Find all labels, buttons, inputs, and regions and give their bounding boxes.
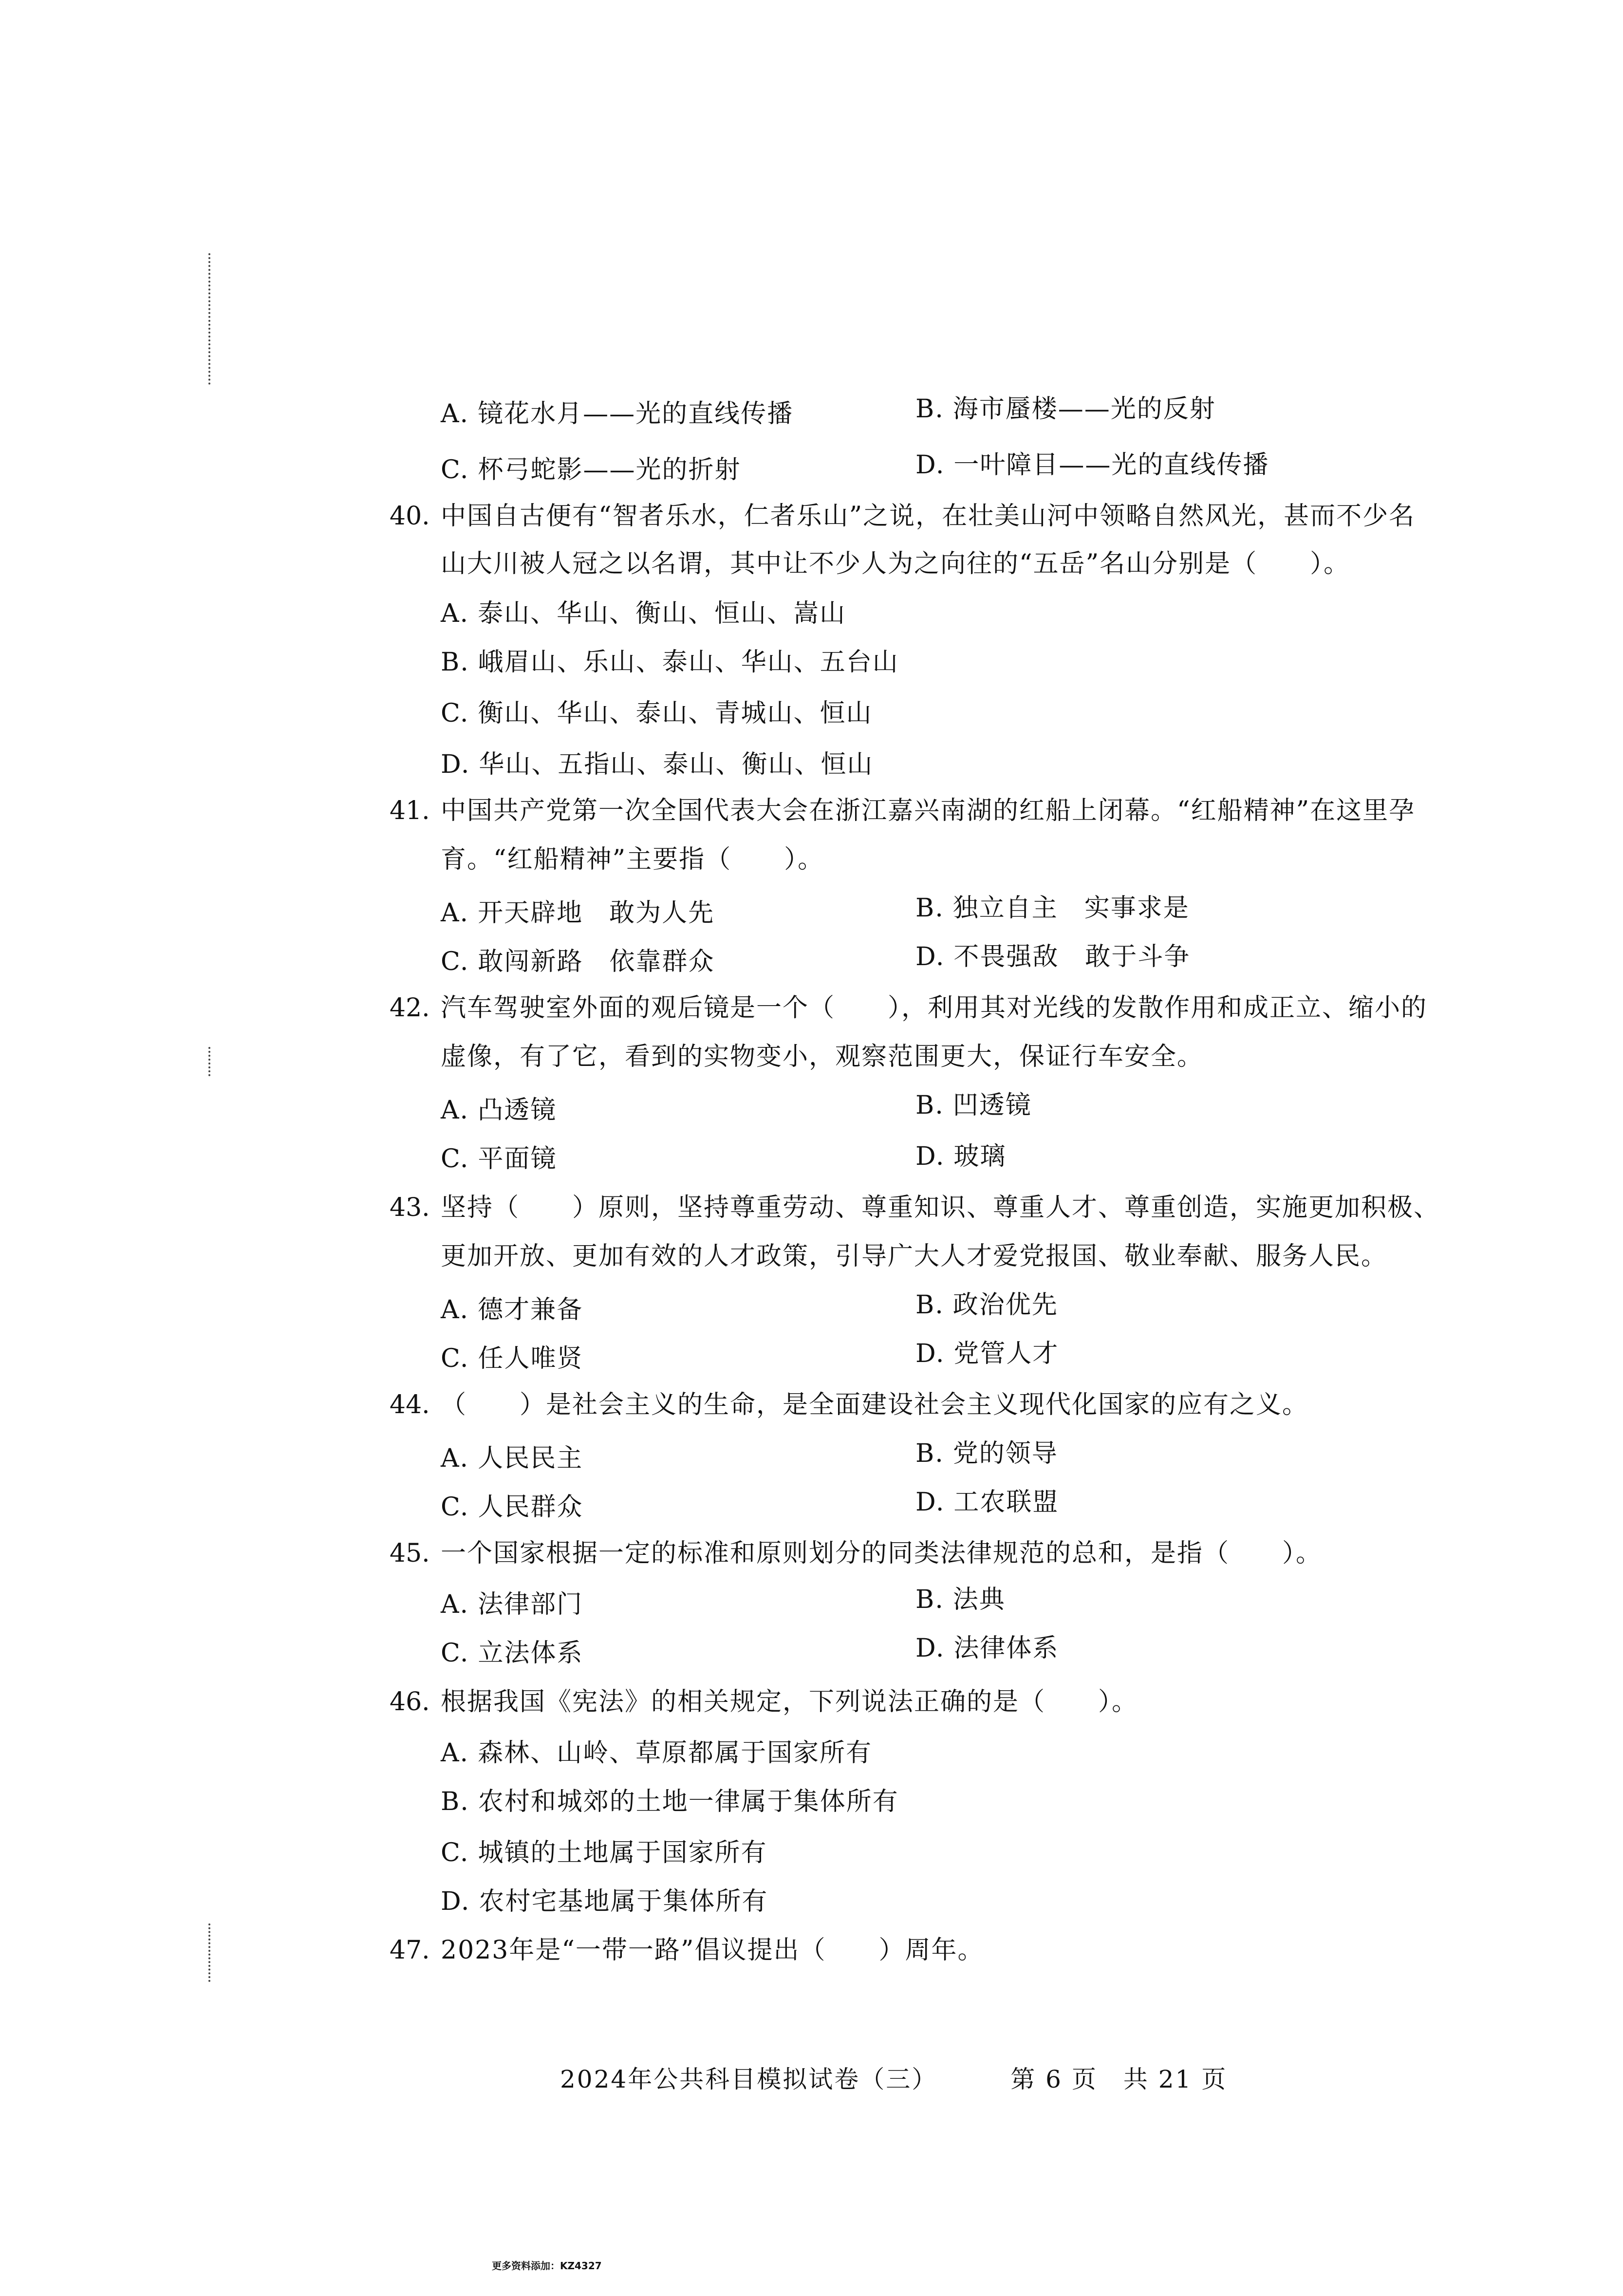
question-stem: 坚持（ ）原则，坚持尊重劳动、尊重知识、尊重人才、尊重创造，实施更加积极、 (441, 1193, 1440, 1222)
question-number: 46. (390, 1687, 430, 1717)
option-a: A. 德才兼备 (441, 1295, 583, 1325)
option-c: C. 立法体系 (441, 1639, 583, 1668)
question-number: 44. (390, 1390, 430, 1419)
question-stem: （ ）是社会主义的生命，是全面建设社会主义现代化国家的应有之义。 (441, 1390, 1309, 1419)
option-c: C. 城镇的土地属于国家所有 (441, 1838, 767, 1867)
option-a: A. 森林、山岭、草原都属于国家所有 (441, 1738, 873, 1768)
question-stem: 山大川被人冠之以名谓，其中让不少人为之向往的“五岳”名山分别是（ ）。 (441, 549, 1350, 579)
option-a: A. 人民民主 (441, 1444, 583, 1473)
question-stem: 中国自古便有“智者乐水，仁者乐山”之说，在壮美山河中领略自然风光，甚而不少名 (441, 502, 1416, 531)
exam-title: 2024年公共科目模拟试卷（三） (560, 2065, 938, 2093)
question-stem: 一个国家根据一定的标准和原则划分的同类法律规范的总和，是指（ ）。 (441, 1539, 1323, 1568)
option-a: A. 泰山、华山、衡山、恒山、嵩山 (441, 599, 846, 628)
option-c: C. 人民群众 (441, 1493, 583, 1522)
option-b: B. 海市蜃楼——光的反射 (915, 394, 1216, 424)
question-number: 47. (390, 1936, 430, 1965)
question-number: 43. (390, 1193, 430, 1222)
binding-margin-dots (208, 253, 210, 385)
question-number: 42. (390, 993, 430, 1023)
option-c: C. 衡山、华山、泰山、青城山、恒山 (441, 699, 873, 728)
option-a: A. 法律部门 (441, 1590, 583, 1619)
option-b: B. 峨眉山、乐山、泰山、华山、五台山 (441, 648, 899, 677)
question-number: 41. (390, 796, 430, 825)
option-d: D. 农村宅基地属于集体所有 (441, 1887, 768, 1916)
question-stem: 更加开放、更加有效的人才政策，引导广大人才爱党报国、敬业奉献、服务人民。 (441, 1242, 1388, 1271)
option-d: D. 党管人才 (915, 1339, 1059, 1368)
option-b: B. 农村和城郊的土地一律属于集体所有 (441, 1787, 899, 1816)
option-c: C. 敢闯新路 依靠群众 (441, 947, 715, 976)
page-indicator: 第 6 页 共 21 页 (1010, 2065, 1228, 2093)
option-d: D. 不畏强敌 敢于斗争 (915, 942, 1191, 971)
option-b: B. 党的领导 (915, 1439, 1058, 1468)
option-c: C. 平面镜 (441, 1144, 557, 1174)
question-stem: 根据我国《宪法》的相关规定，下列说法正确的是（ ）。 (441, 1687, 1138, 1717)
option-d: D. 玻璃 (915, 1142, 1007, 1171)
option-a: A. 开天辟地 敢为人先 (441, 898, 715, 928)
option-c: C. 任人唯贤 (441, 1344, 583, 1373)
option-b: B. 法典 (915, 1585, 1006, 1614)
binding-margin-dots (208, 1047, 210, 1076)
watermark-text: 更多资料添加：KZ4327 (492, 2260, 602, 2272)
option-d: D. 华山、五指山、泰山、衡山、恒山 (441, 750, 874, 779)
page-footer (560, 2065, 1227, 2094)
question-stem: 中国共产党第一次全国代表大会在浙江嘉兴南湖的红船上闭幕。“红船精神”在这里孕 (441, 796, 1416, 825)
question-number: 45. (390, 1539, 430, 1568)
option-b: B. 政治优先 (915, 1290, 1058, 1320)
question-number: 40. (390, 502, 430, 531)
option-d: D. 法律体系 (915, 1634, 1059, 1663)
option-d: D. 工农联盟 (915, 1488, 1059, 1517)
option-c: C. 杯弓蛇影——光的折射 (441, 455, 741, 485)
question-stem: 虚像，有了它，看到的实物变小，观察范围更大，保证行车安全。 (441, 1042, 1204, 1071)
option-b: B. 独立自主 实事求是 (915, 894, 1190, 923)
option-a: A. 凸透镜 (441, 1096, 557, 1125)
question-stem: 2023年是“一带一路”倡议提出（ ）周年。 (441, 1936, 984, 1965)
option-a: A. 镜花水月——光的直线传播 (441, 399, 794, 429)
question-stem: 育。“红船精神”主要指（ ）。 (441, 845, 824, 874)
option-d: D. 一叶障目——光的直线传播 (915, 450, 1269, 480)
question-stem: 汽车驾驶室外面的观后镜是一个（ ），利用其对光线的发散作用和成正立、缩小的 (441, 993, 1428, 1023)
binding-margin-dots (208, 1923, 210, 1982)
option-b: B. 凹透镜 (915, 1091, 1032, 1120)
